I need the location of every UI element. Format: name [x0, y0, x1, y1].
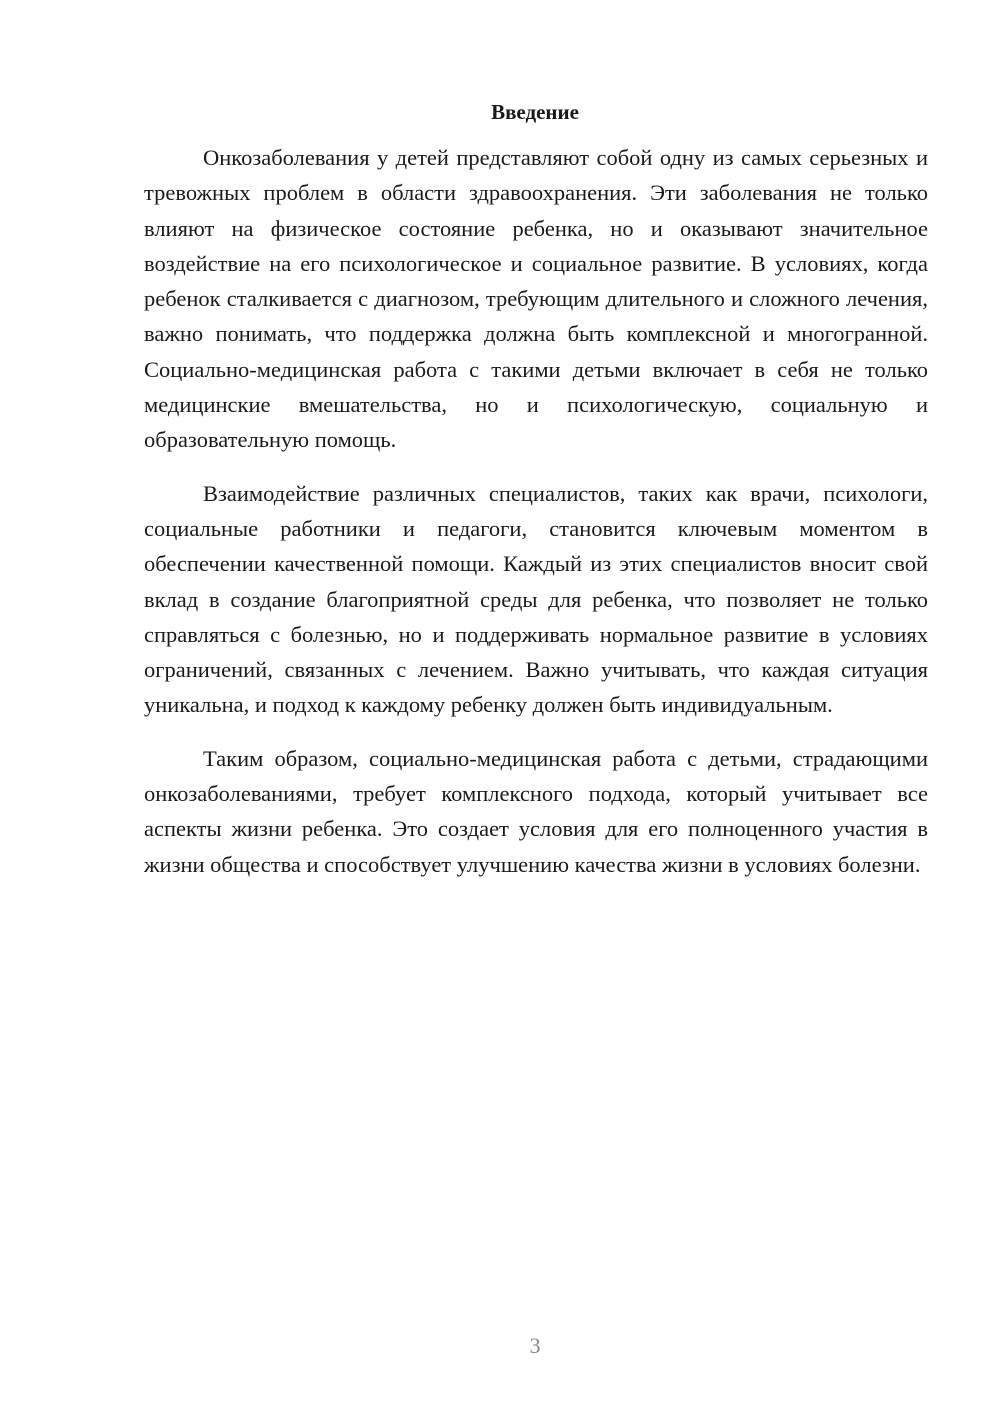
page-title: Введение — [491, 100, 579, 124]
page-number: 3 — [529, 1333, 541, 1358]
paragraph-2: Взаимодействие различных специалистов, таких как врачи, психологи, социальные работники и педагоги, становится ключевым моментом в обеспечении качественной помощи. Каждый из этих специалистов вносит свой вклад в создание благоприятной среды для ребенка, что позволяет не только справляться с болезнью, но и поддерживать нормальное развитие в условиях ограничений, связанных с лечением. Важно учитывать, что каждая ситуация уникальна, и подход к каждому ребенку должен быть индивидуальным. — [144, 480, 928, 718]
document-body — [144, 140, 928, 900]
paragraph-1: Онкозаболевания у детей представляют собой одну из самых серьезных и тревожных проблем в области здравоохранения. Эти заболевания не только влияют на физическое состояние ребенка, но и оказывают значительное воздействие на его психологическое и социальное развитие. В условиях, когда ребенок сталкивается с диагнозом, требующим длительного и сложного лечения, важно понимать, что поддержка должна быть комплексной и многогранной. Социально-медицинская работа с такими детьми включает в себя не только медицинские вмешательства, но и психологическую, социальную и образовательную помощь. — [144, 145, 928, 453]
paragraph-3: Таким образом, социально-медицинская работа с детьми, страдающими онкозаболеваниями, требует комплексного подхода, который учитывает все аспекты жизни ребенка. Это создает условия для его полноценного участия в жизни общества и способствует улучшению качества жизни в условиях болезни. — [144, 745, 928, 877]
